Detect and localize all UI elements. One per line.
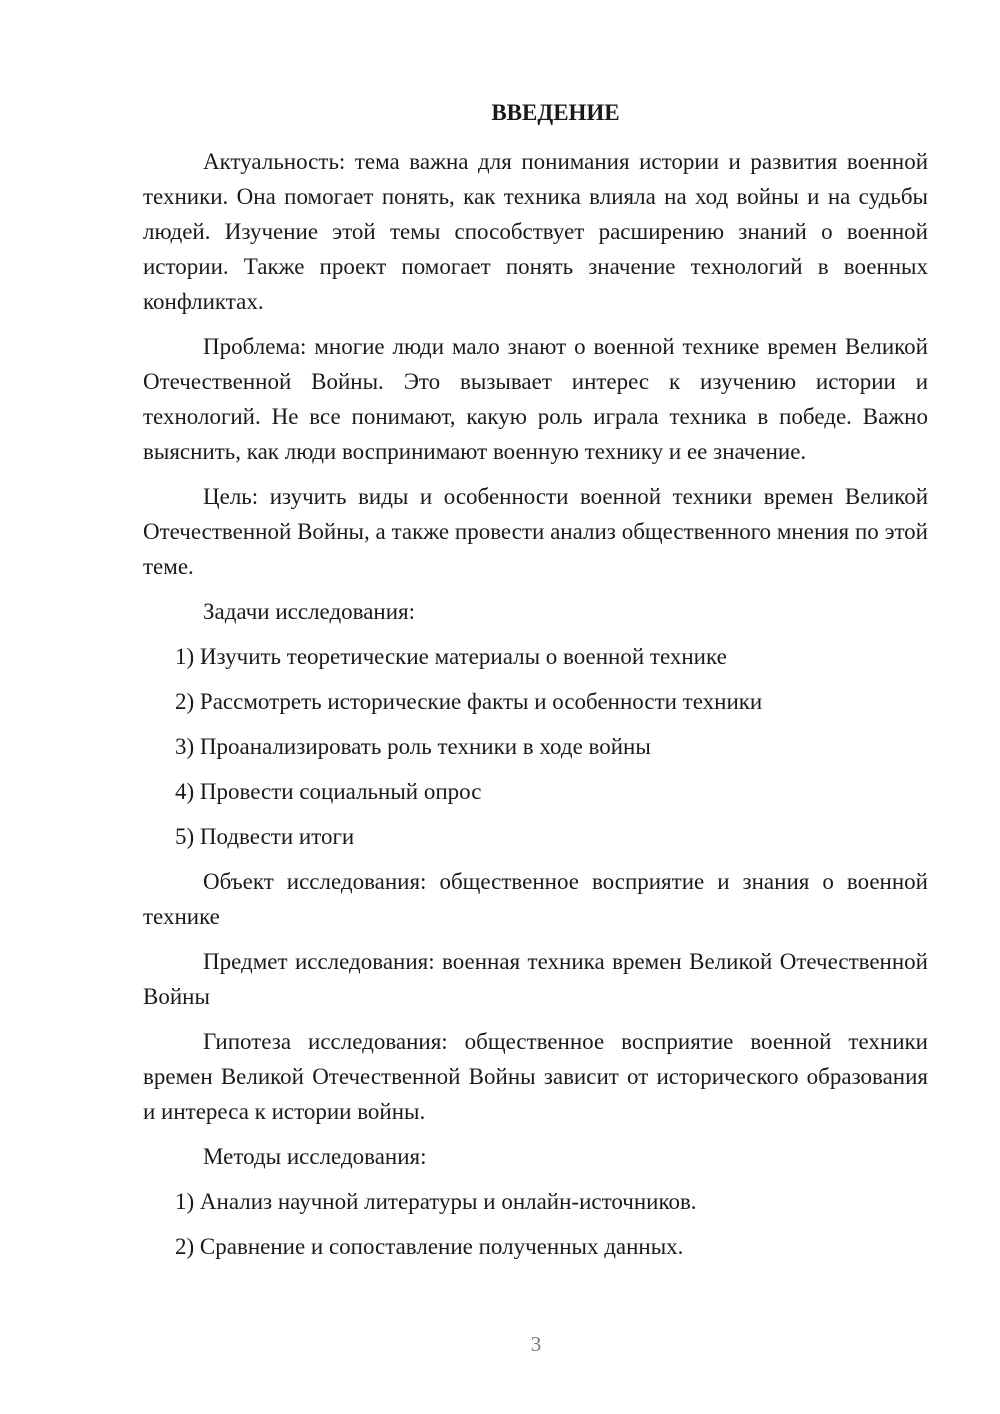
task-item: 2) Рассмотреть исторические факты и особенности техники bbox=[175, 689, 763, 714]
task-item: 4) Провести социальный опрос bbox=[175, 779, 482, 804]
page-number: 3 bbox=[530, 1332, 542, 1356]
task-item: 5) Подвести итоги bbox=[175, 824, 355, 849]
object-paragraph: Объект исследования: общественное восприятие и знания о военной технике bbox=[143, 869, 928, 929]
method-item: 2) Сравнение и сопоставление полученных данных. bbox=[175, 1234, 684, 1259]
page-title: ВВЕДЕНИЕ bbox=[491, 100, 620, 125]
goal-paragraph: Цель: изучить виды и особенности военной техники времен Великой Отечественной Войны, а также провести анализ общественного мнения по этой теме. bbox=[143, 484, 928, 579]
methods-heading: Методы исследования: bbox=[203, 1144, 427, 1169]
tasks-heading: Задачи исследования: bbox=[203, 599, 416, 624]
problem-paragraph: Проблема: многие люди мало знают о военной технике времен Великой Отечественной Войны. Это вызывает интерес к изучению истории и технологий. Не все понимают, какую роль играла техника в победе. Важно выяснить, как люди воспринимают военную технику и ее значение. bbox=[143, 334, 928, 464]
relevance-paragraph: Актуальность: тема важна для понимания истории и развития военной техники. Она помогает понять, как техника влияла на ход войны и на судьбы людей. Изучение этой темы способствует расширению знаний о военной истории. Также проект помогает понять значение технологий в военных конфликтах. bbox=[143, 149, 928, 314]
subject-paragraph: Предмет исследования: военная техника времен Великой Отечественной Войны bbox=[143, 949, 928, 1009]
hypothesis-paragraph: Гипотеза исследования: общественное восприятие военной техники времен Великой Отечественной Войны зависит от исторического образования и интереса к истории войны. bbox=[143, 1029, 928, 1124]
task-item: 1) Изучить теоретические материалы о военной технике bbox=[175, 644, 727, 669]
task-item: 3) Проанализировать роль техники в ходе войны bbox=[175, 734, 651, 759]
method-item: 1) Анализ научной литературы и онлайн-источников. bbox=[175, 1189, 697, 1214]
